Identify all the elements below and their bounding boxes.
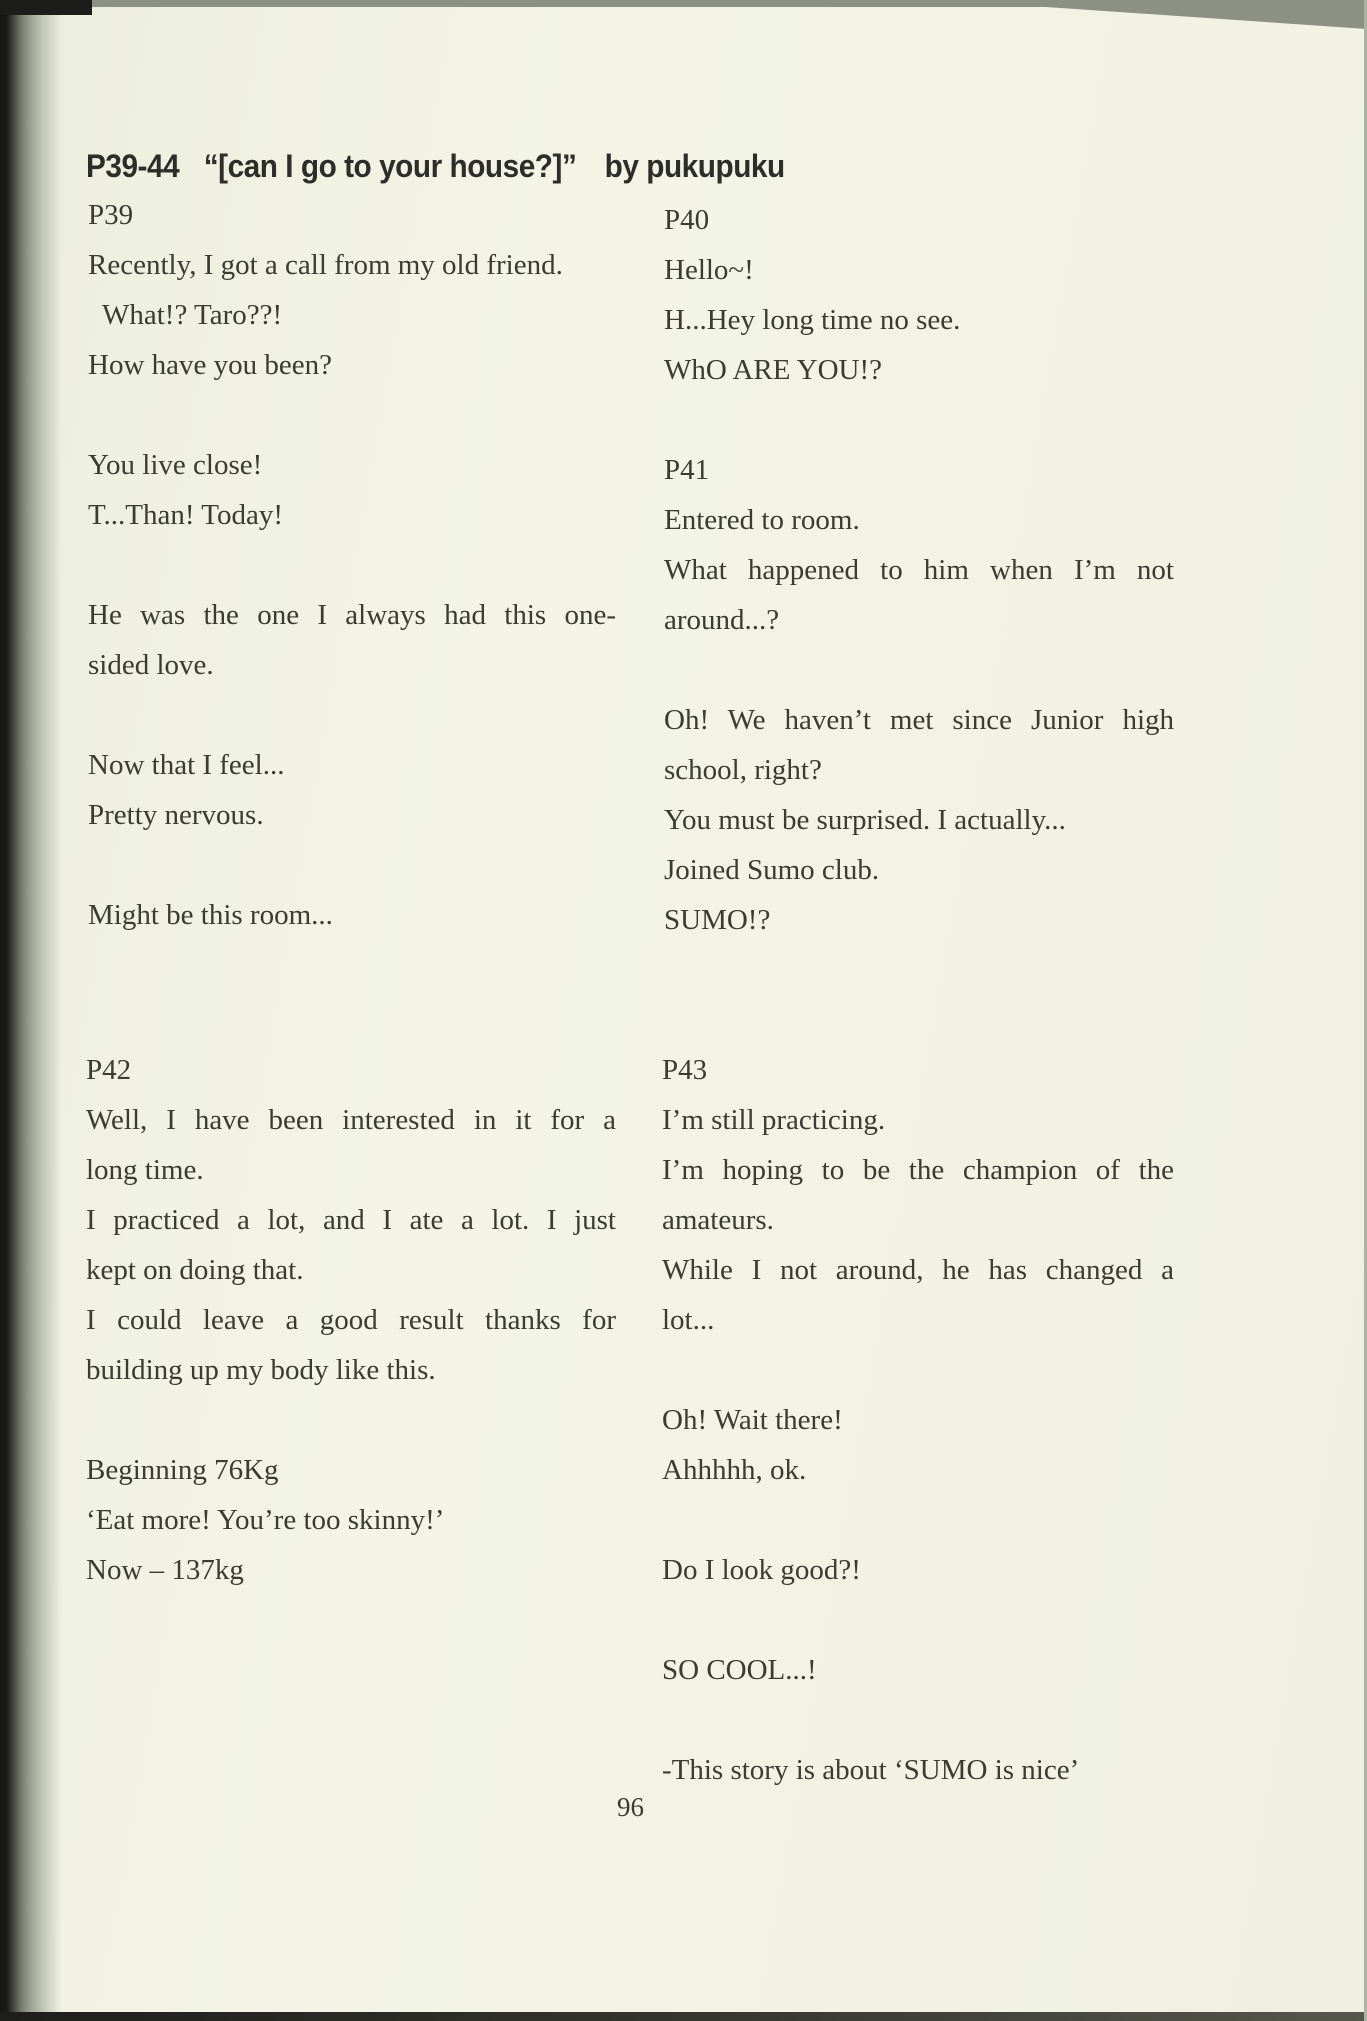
blank-line [86, 1395, 616, 1445]
text-line: building up my body like this. [86, 1354, 436, 1386]
scan-edge-top-right [1037, 0, 1367, 29]
text-line: I’m still practicing. [662, 1104, 886, 1136]
blank-line [664, 645, 1174, 695]
book-binding-shadow [0, 0, 62, 2021]
text-line: P39 [88, 199, 134, 231]
text-line: WhO ARE YOU!? [664, 354, 882, 386]
blank-line [88, 390, 616, 440]
chapter-title [86, 148, 785, 185]
scan-edge-top-left [0, 0, 92, 15]
blank-line [88, 540, 616, 590]
text-line: Oh! Wait there! [662, 1404, 843, 1436]
text-line: long time. [86, 1154, 204, 1186]
text-line: Entered to room. [664, 504, 860, 536]
text-line: P43 [662, 1054, 708, 1086]
text-line: Hello~! [664, 254, 754, 286]
blank-line [662, 1495, 1174, 1545]
text-line: Recently, I got a call from my old friend. [88, 249, 563, 281]
text-line: What!? Taro??! [102, 299, 283, 331]
text-line: around...? [664, 604, 780, 636]
blank-line [88, 690, 616, 740]
text-line: Now – 137kg [86, 1554, 244, 1586]
text-line: Well, I have been interested in it for a [86, 1104, 616, 1136]
text-line: T...Than! Today! [88, 499, 283, 531]
text-line: How have you been? [88, 349, 332, 381]
column-p39 [88, 190, 616, 940]
scan-edge-bottom [0, 2012, 1367, 2021]
text-line: SUMO!? [664, 904, 771, 936]
text-line: While I not around, he has changed a [662, 1254, 1174, 1286]
text-line: P42 [86, 1054, 132, 1086]
text-line: -This story is about ‘SUMO is nice’ [662, 1754, 1080, 1786]
column-p42 [86, 1045, 616, 1595]
blank-line [662, 1595, 1174, 1645]
text-line: kept on doing that. [86, 1254, 304, 1286]
text-line: P40 [664, 204, 710, 236]
column-p43 [662, 1045, 1174, 1795]
chapter-title-pages: P39-44 [86, 148, 180, 184]
text-line: ‘Eat more! You’re too skinny!’ [86, 1504, 445, 1536]
blank-line [664, 395, 1174, 445]
text-line: Ahhhhh, ok. [662, 1454, 807, 1486]
page-number: 96 [617, 1792, 644, 1822]
text-line: sided love. [88, 649, 214, 681]
text-line: school, right? [664, 754, 822, 786]
text-line: H...Hey long time no see. [664, 304, 961, 336]
text-line: Now that I feel... [88, 749, 285, 781]
blank-line [662, 1695, 1174, 1745]
text-line: I could leave a good result thanks for [86, 1304, 616, 1336]
chapter-title-credit: by pukupuku [604, 148, 785, 184]
chapter-title-quote: “[can I go to your house?]” [203, 148, 577, 184]
text-line: SO COOL...! [662, 1654, 817, 1686]
text-line: Might be this room... [88, 899, 333, 931]
text-line: Oh! We haven’t met since Junior high [664, 704, 1174, 736]
text-line: Pretty nervous. [88, 799, 264, 831]
text-line: Do I look good?! [662, 1554, 861, 1586]
text-line: You live close! [88, 449, 263, 481]
column-p40-p41 [664, 195, 1174, 945]
text-line: amateurs. [662, 1204, 774, 1236]
blank-line [88, 840, 616, 890]
text-line: Beginning 76Kg [86, 1454, 279, 1486]
blank-line [662, 1345, 1174, 1395]
text-line: You must be surprised. I actually... [664, 804, 1066, 836]
text-line: P41 [664, 454, 710, 486]
text-line: What happened to him when I’m not [664, 554, 1174, 586]
text-line: Joined Sumo club. [664, 854, 880, 886]
text-line: I’m hoping to be the champion of the [662, 1154, 1174, 1186]
text-line: He was the one I always had this one- [88, 599, 616, 631]
text-line: lot... [662, 1304, 715, 1336]
text-line: I practiced a lot, and I ate a lot. I just [86, 1204, 616, 1236]
